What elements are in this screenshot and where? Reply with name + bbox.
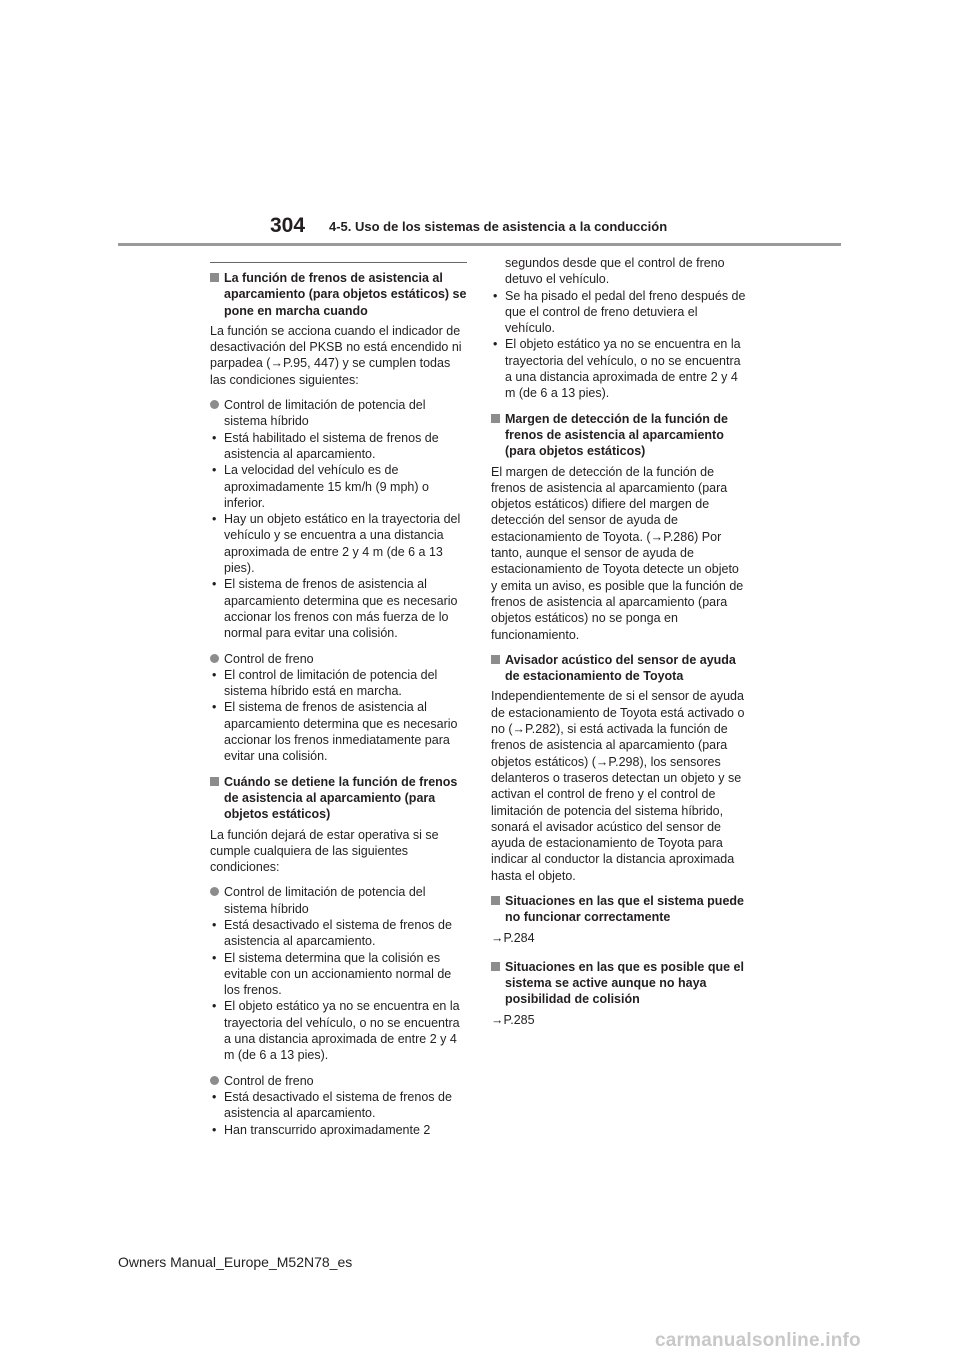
square-bullet-icon [210,273,219,282]
section-body: La función se acciona cuando el indicador de desactivación del PKSB no está encendido ni parpadea (→P.95, 447) y se cumplen todas las condiciones siguientes: [210,323,462,387]
section-title: Avisador acústico del sensor de ayuda de estacionamiento de Toyota [505,652,736,684]
section-body: El margen de detección de la función de frenos de asistencia al aparcamiento (para objetos estáticos) difiere del margen de detección del sensor de ayuda de estacionamiento de Toyota. (→P.286) Por tanto, aunque el sensor de ayuda de estacionamiento de Toyota detecte un objeto y emita un aviso, es posible que la función de frenos de asistencia al aparcamiento (para objetos estáticos) no se ponga en funcionamiento. [491,464,744,642]
list-item: • Está desactivado el sistema de frenos de asistencia al aparcamiento. [212,917,452,949]
list-item: • Se ha pisado el pedal del freno después de que el control de freno detuviera el vehículo. [493,288,746,336]
watermark: carmanualsonline.info [655,1330,861,1351]
condition-label: Control de freno [210,1073,467,1089]
circle-bullet-icon [210,654,219,663]
condition-group [210,1073,467,1138]
continued-list [491,255,748,402]
list-item: • El objeto estático ya no se encuentra en la trayectoria del vehículo, o no se encuentra a una distancia aproximada de entre 2 y 4 m (de 6 a 13 pies). [493,337,741,401]
section-heading [491,652,748,685]
right-column [491,255,748,1041]
condition-label: Control de limitación de potencia del sistema híbrido [210,397,467,430]
list-item: • El sistema de frenos de asistencia al aparcamiento determina que es necesario accionar los frenos inmediatamente para evitar una colisión. [212,700,458,764]
section-title: Situaciones en las que el sistema puede no funcionar correctamente [505,893,744,925]
section-body: La función dejará de estar operativa si se cumple cualquiera de las siguientes condiciones: [210,827,439,875]
section-title: Situaciones en las que es posible que el sistema se active aunque no haya posibilidad de colisión [505,959,744,1007]
list-item-continued: segundos desde que el control de freno detuvo el vehículo. [505,256,725,287]
left-column [210,270,467,1147]
chapter-title: 4-5. Uso de los sistemas de asistencia a la conducción [329,219,668,234]
section-divider [210,262,467,263]
list-item: • El objeto estático ya no se encuentra en la trayectoria del vehículo, o no se encuentra a una distancia aproximada de entre 2 y 4 m (de 6 a 13 pies). [212,999,460,1063]
square-bullet-icon [491,962,500,971]
section-heading [491,959,748,1008]
circle-bullet-icon [210,1076,219,1085]
square-bullet-icon [491,655,500,664]
square-bullet-icon [491,896,500,905]
list-item: • El control de limitación de potencia del sistema híbrido está en marcha. [212,667,438,699]
section-heading [491,893,748,926]
section-title: Margen de detección de la función de frenos de asistencia al aparcamiento (para objetos estáticos) [505,411,728,459]
page-number: 304 [270,214,306,237]
list-item: • La velocidad del vehículo es de aproximadamente 15 km/h (9 mph) o inferior. [212,463,429,510]
section-title: Cuándo se detiene la función de frenos de asistencia al aparcamiento (para objetos estáticos) [224,774,458,822]
condition-group [210,397,467,641]
list-item: • El sistema de frenos de asistencia al aparcamiento determina que es necesario accionar los frenos con más fuerza de lo normal para evitar una colisión. [212,577,458,641]
list-item: • Está habilitado el sistema de frenos de asistencia al aparcamiento. [212,430,439,461]
page-reference: →P.284 [491,930,535,945]
condition-group [210,651,467,765]
list-item: • Hay un objeto estático en la trayectoria del vehículo y se encuentra a una distancia aproximada de entre 2 y 4 m (de 6 a 13 pies). [212,512,461,576]
footer-text: Owners Manual_Europe_M52N78_es [118,1254,353,1270]
condition-label: Control de freno [210,651,467,667]
square-bullet-icon [210,777,219,786]
circle-bullet-icon [210,887,219,896]
section-heading [491,411,748,460]
section-title: La función de frenos de asistencia al aparcamiento (para objetos estáticos) se pone en marcha cuando [224,271,467,318]
section-heading [210,270,467,319]
page-reference: →P.285 [491,1012,535,1027]
section-body: Independientemente de si el sensor de ayuda de estacionamiento de Toyota está activado o no (→P.282), si está activada la función de frenos de asistencia al aparcamiento (para objetos estáticos) (→P.298), los sensores delanteros o traseros detectan un objeto y se activan el control de freno y el control de limitación de potencia del sistema híbrido, sonará el avisador acústico del sensor de ayuda de estacionamiento de Toyota para indicar al conductor la distancia aproximada hasta el objeto. [491,689,745,883]
list-item: • Está desactivado el sistema de frenos de asistencia al aparcamiento. [212,1089,452,1121]
list-item: • Han transcurrido aproximadamente 2 [212,1122,431,1137]
square-bullet-icon [491,414,500,423]
section-heading [210,774,467,823]
condition-label: Control de limitación de potencia del sistema híbrido [210,884,467,917]
condition-group [210,884,467,1063]
circle-bullet-icon [210,400,219,409]
header-rule [118,243,841,246]
list-item: • El sistema determina que la colisión es evitable con un accionamiento normal de los frenos. [212,950,452,998]
